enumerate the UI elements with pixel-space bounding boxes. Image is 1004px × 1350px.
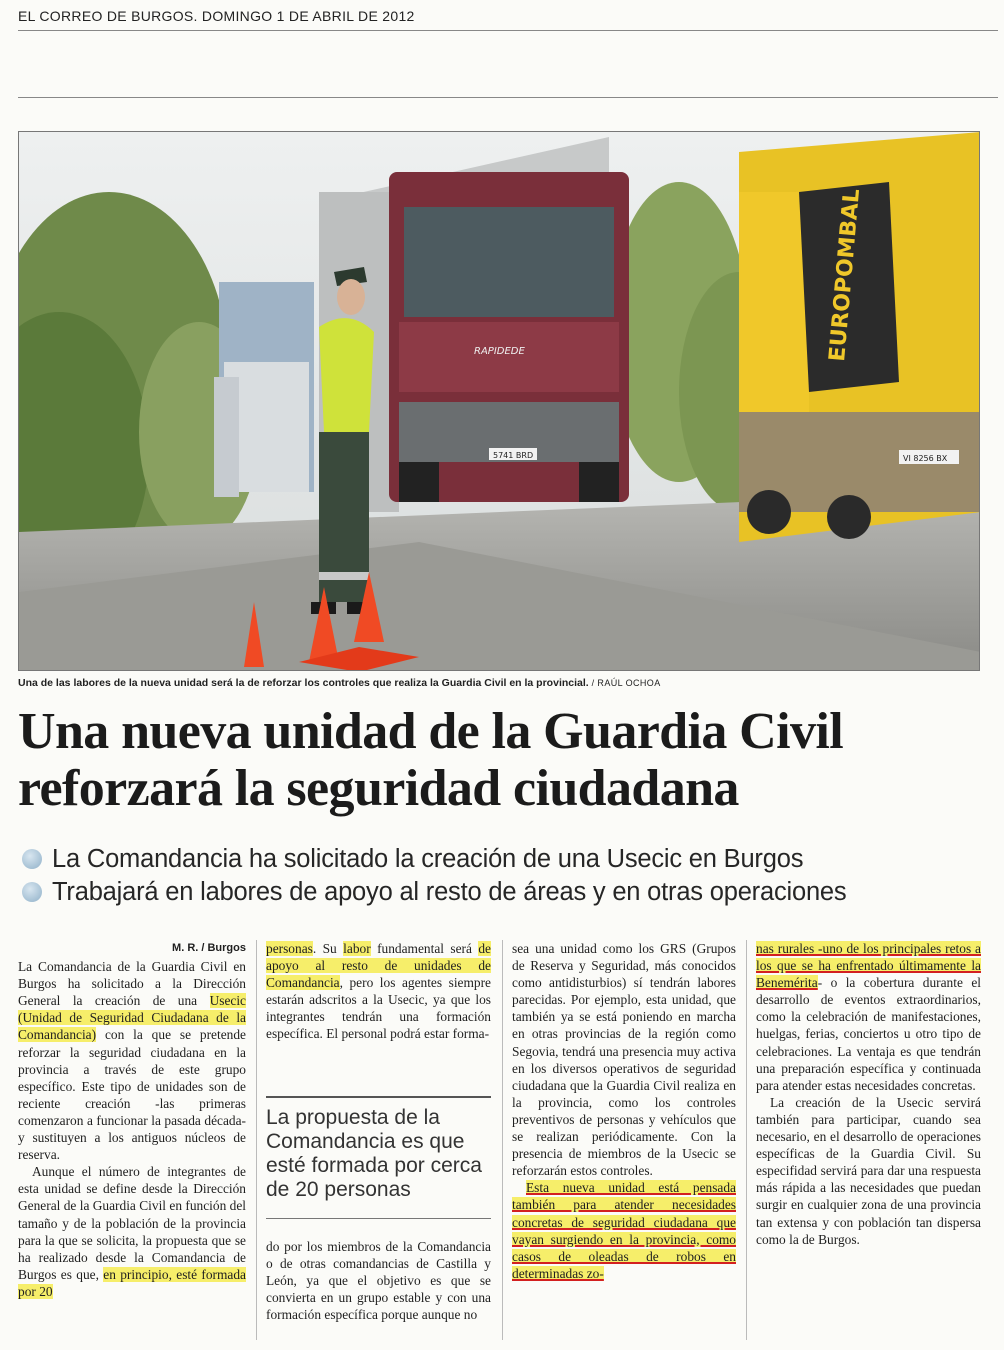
cab-brand-text: RAPIDEDE — [474, 346, 525, 357]
column-divider — [256, 940, 257, 1340]
photo-credit: / RAÚL OCHOA — [591, 678, 661, 688]
headline — [18, 703, 993, 817]
highlighted-text: de apoyo al resto de unidades de Comandancia — [266, 941, 491, 991]
paragraph: sea una unidad como los GRS (Grupos de Reserva y Seguridad, más conocidos como antidisturbios) sí tendrán labores parecidas. Por ejemplo, esta unidad, que también ya se está poniendo en marcha en otras provincias de la región como Segovia, tendrá una presencia muy activa en los diversos operativos de seguridad ciudadana que la Guardia Civil realiza en la provincia, como los controles preventivos de personas y vehículos que se realizan periódicamente. Con la presencia de miembros de la Usecic se reforzarán estos controles. — [512, 941, 736, 1179]
paragraph: personas. Su labor fundamental será de apoyo al resto de unidades de Comandancia, pero los agentes siempre estarán adscritos a la Usecic, ya que los integrantes tendrán una formación específica. El personal podrá estar forma- — [266, 941, 491, 1042]
masthead: EL CORREO DE BURGOS. DOMINGO 1 DE ABRIL DE 2012 — [18, 8, 415, 24]
paragraph: La Comandancia de la Guardia Civil en Burgos ha solicitado a la Dirección General la creación de una Usecic (Unidad de Seguridad Ciudadana de la Comandancia) con la que se pretende reforzar la seguridad ciudadana en la provincia a través de este grupo específico. Este tipo de unidades son de reciente creación -las primeras comenzaron a funcionar la pasada década- y sustituyen a los antiguos núcleos de reserva. — [18, 959, 246, 1163]
headline-line-1: Una nueva unidad de la Guardia Civil — [18, 703, 844, 760]
column-divider — [502, 940, 503, 1340]
deck-text-1: La Comandancia ha solicitado la creación de una Usecic en Burgos — [52, 845, 804, 873]
license-plate-front: 5741 BRD — [493, 451, 534, 460]
paragraph: nas rurales -uno de los principales retos a los que se ha enfrentado últimamente la Benemérita- o la cobertura durante el desarrollo de eventos extraordinarios, como la celebración de manifestaciones, huelgas, ferias, conciertos u otro tipo de celebraciones. La ventaja es que tendrán una preparación específica y continuada para atender estas necesidades concretas. — [756, 941, 981, 1093]
highlighted-underlined-text: Esta nueva unidad está pensada también para atender necesidades concretas de seguridad ciudadana que vayan surgiendo en la provincia, como casos de oleadas de robos en determinadas zo- — [512, 1180, 736, 1281]
section-rule — [18, 97, 998, 98]
deck-item-2 — [22, 878, 846, 907]
highlighted-text: personas — [266, 941, 313, 956]
paragraph: Aunque el número de integrantes de esta unidad se define desde la Dirección General de la Guardia Civil en función del tamaño y de la población de la provincia para la que se solicita, la propuesta que se ha realizado desde la Comandancia de Burgos es que, en principio, esté formada por 20 — [18, 1164, 246, 1299]
paragraph — [512, 1179, 736, 1282]
deck-text-2: Trabajará en labores de apoyo al resto de áreas y en otras operaciones — [52, 878, 847, 906]
caption-text: Una de las labores de la nueva unidad será la de reforzar los controles que realiza la Guardia Civil en la provincial. — [18, 677, 589, 689]
article-column-2 — [266, 940, 491, 1043]
pull-quote-rule — [266, 1218, 491, 1219]
paragraph: do por los miembros de la Comandancia o de otras comandancias de Castilla y León, ya que el objetivo es que se convierta en un grupo estable y con una formación específica porque aunque no — [266, 1239, 491, 1323]
highlighted-text: labor — [343, 941, 371, 956]
article-column-1 — [18, 940, 246, 1300]
top-rule — [18, 30, 998, 31]
highlighted-text: en principio, esté formada por 20 — [18, 1266, 246, 1299]
bullet-icon — [22, 882, 42, 902]
article-photo — [18, 131, 980, 671]
license-plate-right: VI 8256 BX — [903, 454, 948, 463]
article-column-2-continued — [266, 1238, 491, 1323]
trailer-brand-text: EUROPOMBAL — [825, 187, 866, 363]
bullet-icon — [22, 849, 42, 869]
deck-item-1 — [22, 845, 803, 874]
photo-caption — [18, 677, 661, 689]
article-column-3 — [512, 940, 736, 1282]
column-divider — [746, 940, 747, 1340]
highlighted-underlined-text: nas rurales -uno de los principales retos a los que se ha enfrentado últimamente la Benemérita — [756, 941, 981, 991]
pull-quote: La propuesta de la Comandancia es que esté formada por cerca de 20 personas — [266, 1096, 491, 1202]
highlighted-text: Usecic (Unidad de Seguridad Ciudadana de la Comandancia) — [18, 993, 246, 1043]
byline: M. R. / Burgos — [172, 942, 246, 954]
headline-line-2: reforzará la seguridad ciudadana — [18, 760, 739, 817]
article-column-4 — [756, 940, 981, 1248]
paragraph: La creación de la Usecic servirá también para participar, cuando sea necesario, en el desarrollo de operaciones específicas de la Guardia Civil. Su especifidad servirá para dar una respuesta más rápida a las necesidades que puedan surgir en cualquier zona de una provincia tan extensa y con población tan dispersa como la de Burgos. — [756, 1094, 981, 1247]
